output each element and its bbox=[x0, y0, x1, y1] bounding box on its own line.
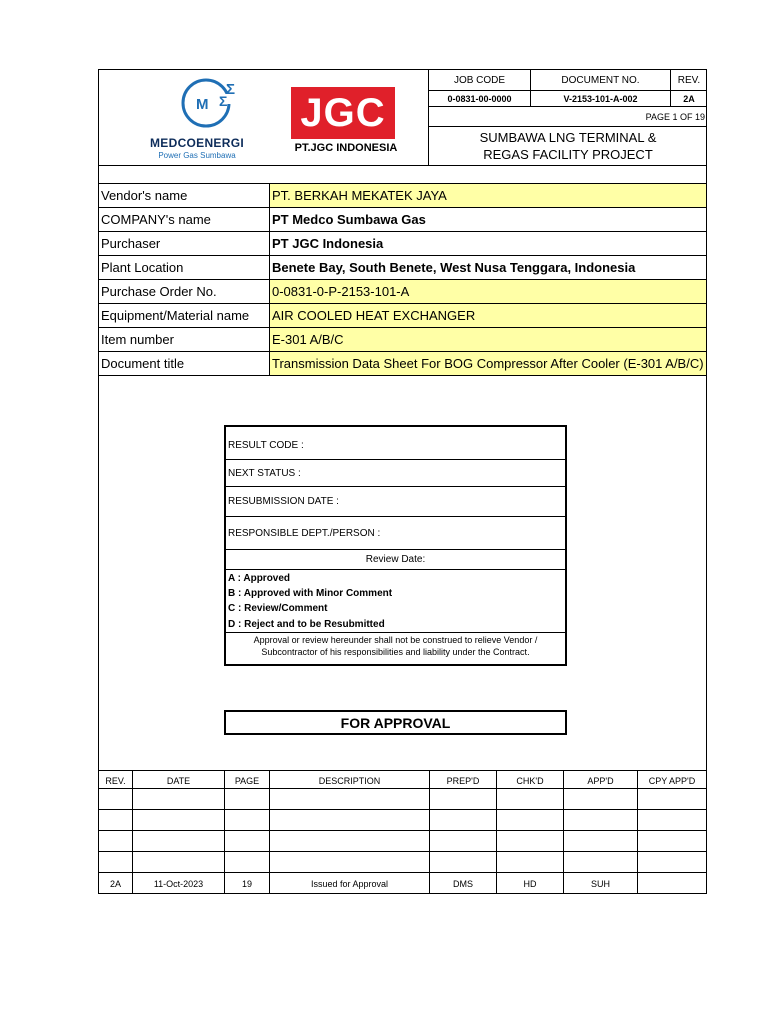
info-value: E-301 A/B/C bbox=[269, 328, 706, 351]
approval-status-banner: FOR APPROVAL bbox=[224, 710, 567, 735]
cell-prepared: DMS bbox=[429, 873, 496, 894]
info-value: PT Medco Sumbawa Gas bbox=[269, 208, 706, 231]
cell-prepared bbox=[429, 810, 496, 830]
info-row-item-number bbox=[99, 327, 706, 351]
project-title-line2: REGAS FACILITY PROJECT bbox=[483, 147, 653, 162]
table-row bbox=[99, 851, 706, 872]
info-row-plant-location bbox=[99, 255, 706, 279]
cell-date bbox=[132, 810, 224, 830]
cell-page bbox=[224, 810, 269, 830]
disclaimer-line2: Subcontractor of his responsibilities and liability under the Contract. bbox=[261, 647, 530, 657]
cell-date: 11-Oct-2023 bbox=[132, 873, 224, 894]
cell-description bbox=[269, 810, 429, 830]
info-value: Benete Bay, South Benete, West Nusa Tenggara, Indonesia bbox=[269, 256, 706, 279]
cell-approved bbox=[563, 831, 637, 851]
cell-page bbox=[224, 852, 269, 872]
cell-approved: SUH bbox=[563, 873, 637, 894]
info-value: PT. BERKAH MEKATEK JAYA bbox=[269, 184, 706, 207]
cell-checked bbox=[496, 831, 563, 851]
cell-rev bbox=[99, 789, 132, 809]
column-header-page: PAGE bbox=[224, 771, 269, 791]
info-row-document-title bbox=[99, 351, 706, 376]
medco-subtitle: Power Gas Sumbawa bbox=[158, 151, 236, 160]
cell-description: Issued for Approval bbox=[269, 873, 429, 894]
medco-brand-text: MEDCOENERGI bbox=[150, 136, 244, 150]
cell-rev bbox=[99, 831, 132, 851]
cell-prepared bbox=[429, 831, 496, 851]
svg-text:Σ: Σ bbox=[219, 93, 228, 109]
document-number-value: V-2153-101-A-002 bbox=[563, 93, 638, 104]
document-header bbox=[99, 70, 706, 166]
cell-description bbox=[269, 852, 429, 872]
cell-date bbox=[132, 789, 224, 809]
svg-text:Σ: Σ bbox=[226, 81, 236, 98]
info-row-equipment bbox=[99, 303, 706, 327]
revision-label: REV. bbox=[677, 74, 701, 86]
document-number-label: DOCUMENT NO. bbox=[561, 74, 640, 86]
cell-approved bbox=[563, 852, 637, 872]
info-label: Purchase Order No. bbox=[101, 284, 217, 299]
result-code-field: RESULT CODE : bbox=[226, 431, 565, 460]
info-row-company bbox=[99, 207, 706, 231]
cell-page: 19 bbox=[224, 873, 269, 894]
column-header-checked: CHK'D bbox=[496, 771, 563, 791]
cell-company-approved bbox=[637, 852, 706, 872]
document-sheet bbox=[98, 69, 707, 894]
info-value: 0-0831-0-P-2153-101-A bbox=[269, 280, 706, 303]
svg-text:M: M bbox=[196, 96, 209, 113]
job-code-value: 0-0831-00-0000 bbox=[447, 93, 512, 104]
review-disclaimer bbox=[226, 634, 565, 658]
cell-approved bbox=[563, 810, 637, 830]
document-header-info bbox=[428, 70, 706, 166]
cell-rev: 2A bbox=[109, 878, 121, 889]
review-stamp-box bbox=[224, 425, 567, 666]
info-row-purchaser bbox=[99, 231, 706, 255]
info-value: Transmission Data Sheet For BOG Compressor After Cooler (E-301 A/B/C) bbox=[269, 352, 706, 375]
revision-value: 2A bbox=[683, 93, 695, 104]
info-label: Vendor's name bbox=[101, 188, 188, 203]
info-label: Document title bbox=[101, 356, 185, 371]
project-title bbox=[429, 126, 707, 166]
jgc-brand-text: JGC bbox=[300, 90, 386, 135]
legend-approved-minor: B : Approved with Minor Comment bbox=[228, 588, 393, 599]
cell-company-approved bbox=[637, 789, 706, 809]
cell-checked bbox=[496, 789, 563, 809]
legend-approved: A : Approved bbox=[228, 573, 291, 584]
resubmission-date-field: RESUBMISSION DATE : bbox=[226, 487, 565, 517]
cell-prepared bbox=[429, 789, 496, 809]
responsible-person-field: RESPONSIBLE DEPT./PERSON : bbox=[226, 517, 565, 550]
review-date-field: Review Date: bbox=[226, 550, 565, 570]
disclaimer-line1: Approval or review hereunder shall not be construed to relieve Vendor / bbox=[253, 635, 538, 645]
cell-approved bbox=[563, 789, 637, 809]
jgc-subtitle: PT.JGC INDONESIA bbox=[294, 142, 398, 154]
cell-rev bbox=[99, 810, 132, 830]
column-header-company-approved: CPY APP'D bbox=[637, 771, 706, 791]
info-row-purchase-order bbox=[99, 279, 706, 303]
cell-checked bbox=[496, 852, 563, 872]
cell-company-approved bbox=[637, 873, 706, 894]
spacer-row bbox=[99, 166, 706, 183]
column-header-rev: REV. bbox=[105, 776, 126, 786]
next-status-field: NEXT STATUS : bbox=[226, 460, 565, 487]
column-header-date: DATE bbox=[132, 771, 224, 791]
cell-rev bbox=[99, 852, 132, 872]
jgc-logo-box bbox=[291, 87, 395, 139]
job-code-label: JOB CODE bbox=[453, 74, 506, 86]
table-row bbox=[99, 872, 706, 894]
table-row bbox=[99, 809, 706, 830]
table-row bbox=[99, 788, 706, 809]
column-header-approved: APP'D bbox=[563, 771, 637, 791]
medco-logo bbox=[99, 70, 279, 166]
info-value: AIR COOLED HEAT EXCHANGER bbox=[269, 304, 706, 327]
project-title-line1: SUMBAWA LNG TERMINAL & bbox=[479, 130, 657, 145]
info-row-vendor bbox=[99, 183, 706, 207]
info-label: Item number bbox=[101, 332, 174, 347]
cell-page bbox=[224, 789, 269, 809]
cell-prepared bbox=[429, 852, 496, 872]
cell-description bbox=[269, 789, 429, 809]
jgc-logo bbox=[279, 70, 429, 166]
cell-date bbox=[132, 852, 224, 872]
info-label: Equipment/Material name bbox=[101, 308, 250, 323]
table-row bbox=[99, 830, 706, 851]
legend-review-comment: C : Review/Comment bbox=[228, 603, 328, 614]
page-counter: PAGE 1 OF 19 bbox=[645, 111, 705, 122]
info-label: COMPANY's name bbox=[101, 212, 211, 227]
info-label: Plant Location bbox=[101, 260, 184, 275]
cell-date bbox=[132, 831, 224, 851]
legend-reject: D : Reject and to be Resubmitted bbox=[228, 619, 385, 630]
cell-page bbox=[224, 831, 269, 851]
column-header-prepared: PREP'D bbox=[429, 771, 496, 791]
review-divider bbox=[226, 632, 565, 633]
cell-description bbox=[269, 831, 429, 851]
info-value: PT JGC Indonesia bbox=[269, 232, 706, 255]
cell-company-approved bbox=[637, 810, 706, 830]
info-label: Purchaser bbox=[101, 236, 161, 251]
cell-checked bbox=[496, 810, 563, 830]
cell-checked: HD bbox=[496, 873, 563, 894]
cell-company-approved bbox=[637, 831, 706, 851]
column-header-description: DESCRIPTION bbox=[269, 771, 429, 791]
